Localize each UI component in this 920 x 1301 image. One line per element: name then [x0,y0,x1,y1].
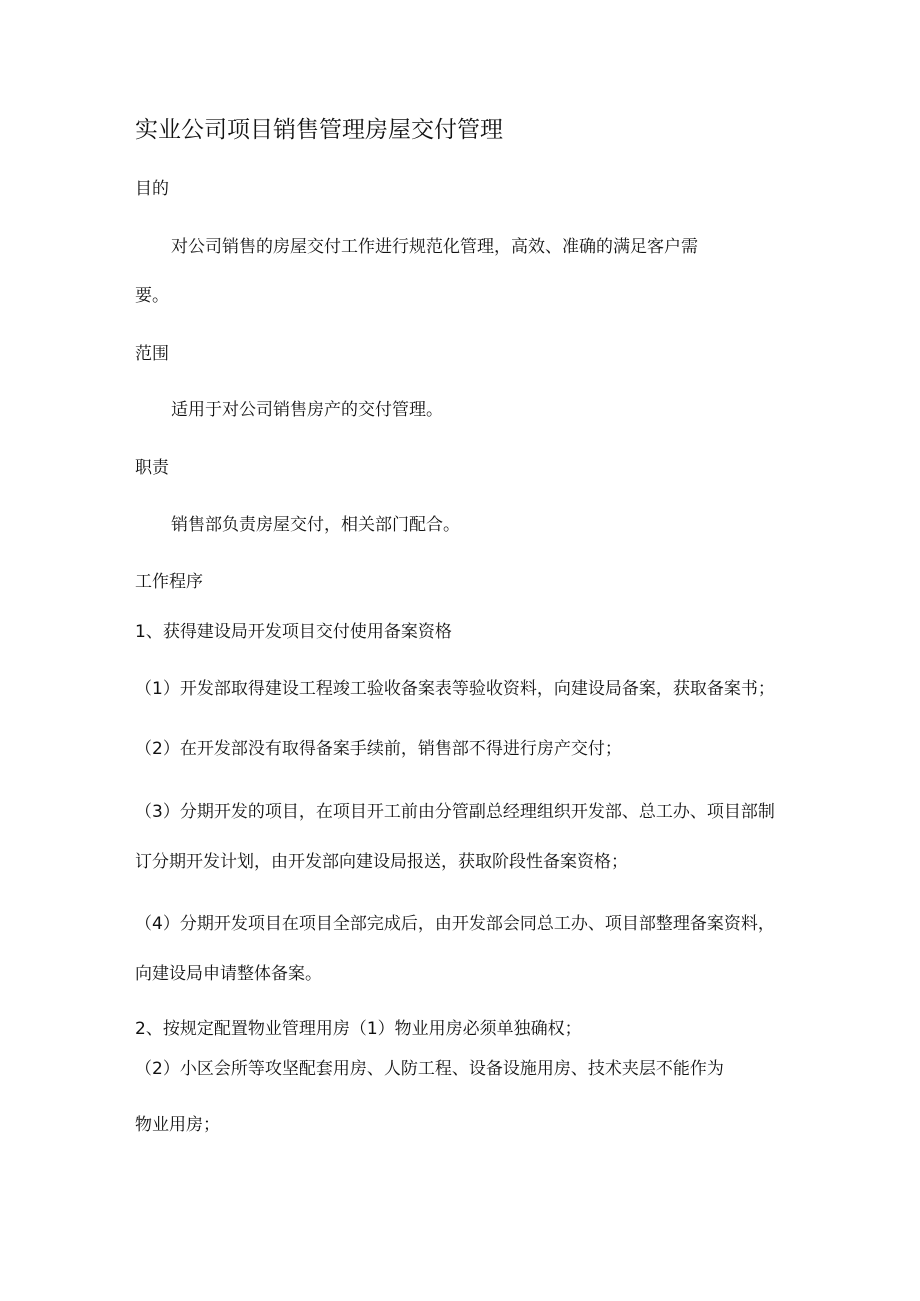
scope-body: 适用于对公司销售房产的交付管理。 [171,400,443,420]
procedure-heading: 工作程序 [135,572,203,592]
purpose-heading: 目的 [135,179,169,199]
step1-item3-line2: 订分期开发计划，由开发部向建设局报送，获取阶段性备案资格； [135,852,628,872]
purpose-body-line2: 要。 [135,286,169,306]
step2-item2-line2: 物业用房； [135,1115,220,1135]
step1-title: 1、获得建设局开发项目交付使用备案资格 [135,622,452,642]
step1-item1: （1）开发部取得建设工程竣工验收备案表等验收资料，向建设局备案，获取备案书； [135,679,775,699]
scope-heading: 范围 [135,344,169,364]
step1-item4-line2: 向建设局申请整体备案。 [135,964,322,984]
duty-heading: 职责 [135,458,169,478]
duty-body: 销售部负责房屋交付，相关部门配合。 [171,515,460,535]
step1-item4-line1: （4）分期开发项目在项目全部完成后，由开发部会同总工办、项目部整理备案资料， [135,914,775,934]
document-title: 实业公司项目销售管理房屋交付管理 [135,117,503,143]
step1-item2: （2）在开发部没有取得备案手续前，销售部不得进行房产交付； [135,739,622,759]
step2-title: 2、按规定配置物业管理用房（1）物业用房必须单独确权； [135,1019,582,1039]
step2-item2-line1: （2）小区会所等攻坚配套用房、人防工程、设备设施用房、技术夹层不能作为 [135,1059,724,1079]
purpose-body-line1: 对公司销售的房屋交付工作进行规范化管理，高效、准确的满足客户需 [171,237,698,257]
step1-item3-line1: （3）分期开发的项目，在项目开工前由分管副总经理组织开发部、总工办、项目部制 [135,802,775,822]
